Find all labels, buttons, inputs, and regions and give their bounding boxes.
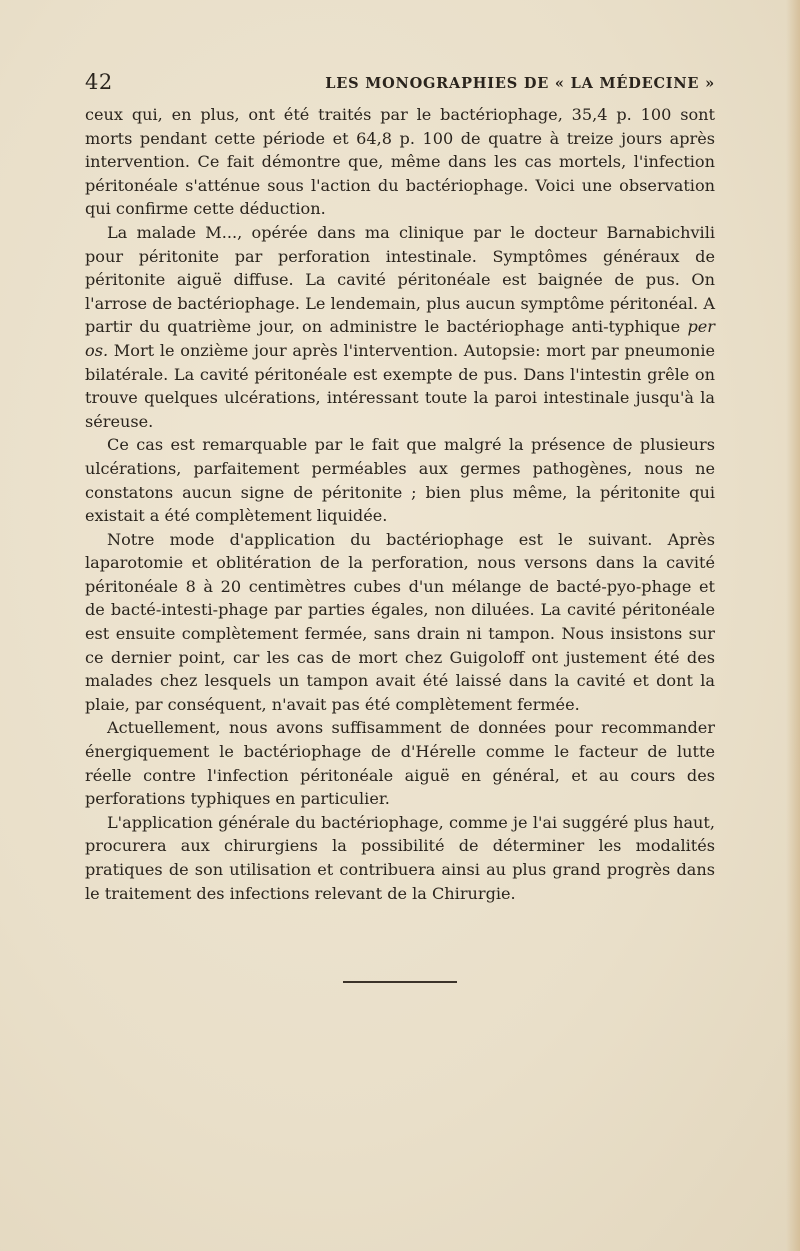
paragraph-2-text-after: Mort le onzième jour après l'intervention. Autopsie: mort par pneumonie bilatérale. La cavité péritonéale est exempte de pus. Dans l'intestin grêle on trouve quelques ulcérations, intéressant toute la paroi intestinale jusqu'à la séreuse. — [85, 340, 715, 431]
paragraph-4: Notre mode d'application du bactériophage est le suivant. Après laparotomie et oblitération de la perforation, nous versons dans la cavité péritonéale 8 à 20 centimètres cubes d'un mélange de bacté-pyo-phage et de bacté-intesti-phage par parties égales, non diluées. La cavité péritonéale est ensuite complètement fermée, sans drain ni tampon. Nous insistons sur ce dernier point, car les cas de mort chez Guigoloff ont justement été des malades chez lesquels un tampon avait été laissé dans la cavité et dont la plaie, par conséquent, n'avait pas été complètement fermée. — [85, 529, 715, 714]
page-header — [85, 70, 715, 100]
running-title: LES MONOGRAPHIES DE « LA MÉDECINE » — [325, 75, 715, 92]
paragraph-2-italic-per-os: per os. — [85, 317, 715, 360]
paragraph-2-text-before: La malade M..., opérée dans ma clinique par le docteur Barnabichvili pour péritonite par perforation intestinale. Symptômes généraux de péritonite aiguë diffuse. La cavité péritonéale est baignée de pus. On l'arrose de bactériophage. Le lendemain, plus aucun symptôme péritonéal. A partir du quatrième jour, on administre le bactériophage anti-typhique — [85, 222, 715, 337]
paragraph-2 — [85, 221, 715, 433]
paragraph-5: Actuellement, nous avons suffisamment de données pour recommander énergiquement le bactériophage de d'Hérelle comme le facteur de lutte réelle contre l'infection péritonéale aiguë en général, et au cours des perforations typhiques en particulier. — [85, 718, 715, 809]
page-number: 42 — [85, 70, 113, 94]
body-text — [85, 103, 715, 905]
section-end-rule — [343, 981, 457, 983]
paragraph-6: L'application générale du bactériophage, comme je l'ai suggéré plus haut, procurera aux chirurgiens la possibilité de déterminer les modalités pratiques de son utilisation et contribuera ainsi au plus grand progrès dans le traitement des infections relevant de la Chirurgie. — [85, 812, 715, 903]
paragraph-1: ceux qui, en plus, ont été traités par le bactériophage, 35,4 p. 100 sont morts pendant cette période et 64,8 p. 100 de quatre à treize jours après intervention. Ce fait démontre que, même dans les cas mortels, l'infection péritonéale s'atténue sous l'action du bactériophage. Voici une observation qui confirme cette déduction. — [85, 105, 715, 219]
paragraph-3: Ce cas est remarquable par le fait que malgré la présence de plusieurs ulcérations, parfaitement perméables aux germes pathogènes, nous ne constatons aucun signe de péritonite ; bien plus même, la péritonite qui existait a été complètement liquidée. — [85, 435, 715, 526]
